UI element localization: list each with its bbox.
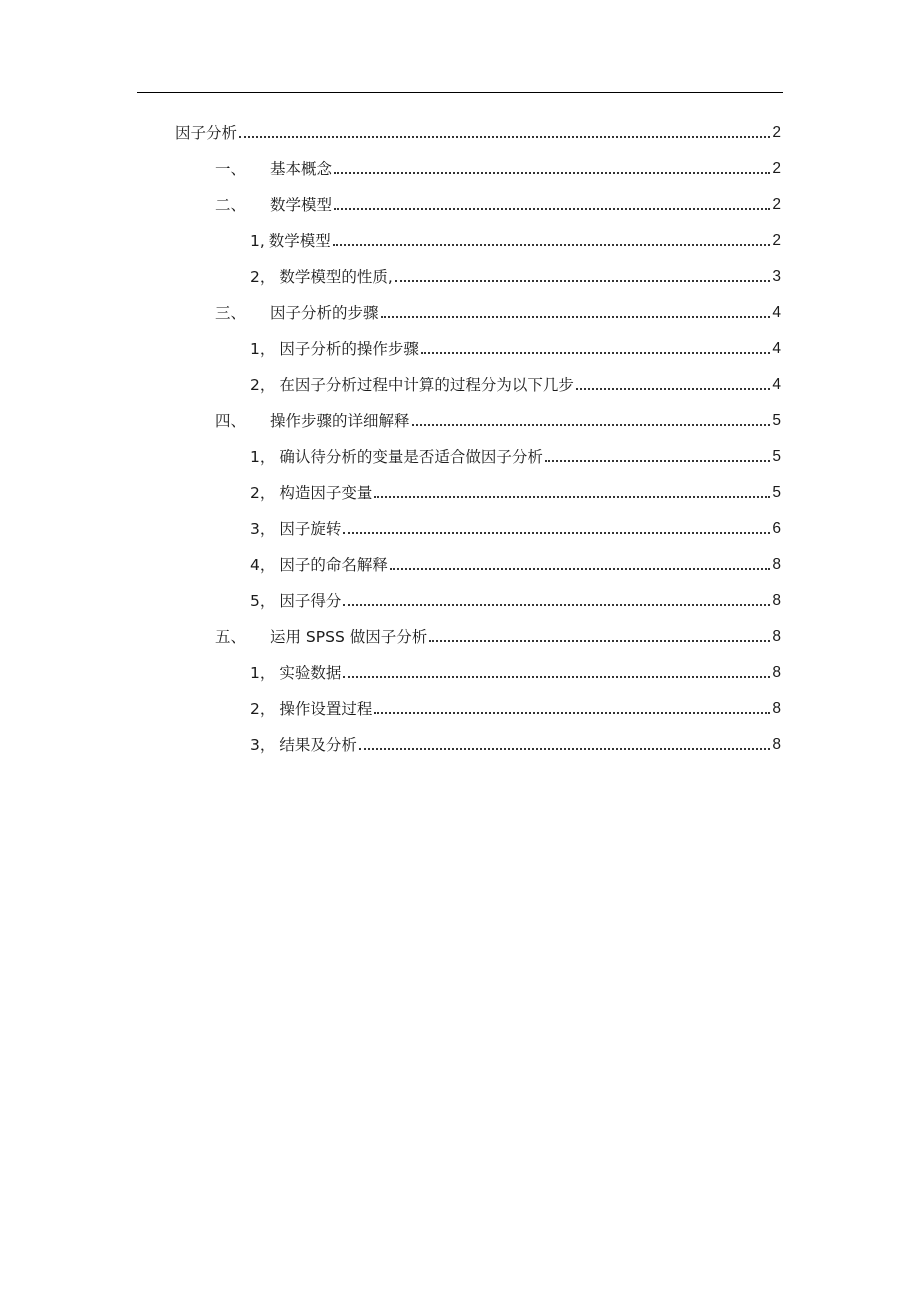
toc-entry-factor-scores[interactable] — [250, 581, 781, 611]
toc-dot-leader — [429, 640, 770, 642]
toc-entry-factor-naming[interactable] — [250, 545, 781, 575]
toc-entry-page: 3 — [772, 268, 781, 285]
toc-entry-factor-rotation[interactable] — [250, 509, 781, 539]
toc-dot-leader — [334, 172, 770, 174]
toc-dot-leader — [545, 460, 770, 462]
toc-entry-page: 8 — [772, 592, 781, 609]
toc-entry-spss-analysis[interactable] — [215, 617, 781, 647]
toc-entry-page: 5 — [772, 448, 781, 465]
toc-dot-leader — [359, 748, 770, 750]
toc-dot-leader — [333, 244, 771, 246]
toc-entry-page: 2 — [772, 196, 781, 213]
toc-entry-number: 3， — [250, 520, 276, 538]
toc-entry-page: 5 — [772, 412, 781, 429]
toc-entry-page: 4 — [772, 304, 781, 321]
toc-entry-number: 3， — [250, 736, 276, 754]
toc-entry-construct-factors[interactable] — [250, 473, 781, 503]
toc-entry-title: 操作设置过程 — [279, 700, 373, 718]
toc-entry-number: 二、 — [215, 196, 247, 214]
toc-entry-factor-analysis[interactable] — [175, 113, 781, 143]
toc-entry-page: 4 — [772, 376, 781, 393]
toc-entry-title: 数学模型 — [268, 232, 331, 250]
toc-entry-title: 结果及分析 — [279, 736, 357, 754]
toc-entry-number: 一、 — [215, 160, 247, 178]
toc-entry-number: 5， — [250, 592, 276, 610]
toc-dot-leader — [343, 532, 770, 534]
toc-entry-title: 数学模型 — [270, 196, 333, 214]
toc-entry-math-model-sub[interactable] — [250, 221, 781, 251]
toc-entry-number: 2， — [250, 484, 276, 502]
toc-dot-leader — [343, 604, 770, 606]
toc-entry-page: 2 — [772, 124, 781, 141]
toc-entry-title: 确认待分析的变量是否适合做因子分析 — [279, 448, 543, 466]
toc-entry-computation-steps[interactable] — [250, 365, 781, 395]
toc-entry-detailed-explanation[interactable] — [215, 401, 781, 431]
toc-entry-title: 构造因子变量 — [279, 484, 373, 502]
toc-dot-leader — [374, 496, 770, 498]
toc-dot-leader — [343, 676, 770, 678]
toc-entry-title: 因子旋转 — [279, 520, 342, 538]
toc-entry-page: 2 — [772, 160, 781, 177]
toc-entry-number: 1， — [250, 664, 276, 682]
toc-entry-suitability-check[interactable] — [250, 437, 781, 467]
toc-entry-number: 4， — [250, 556, 276, 574]
toc-entry-page: 8 — [772, 736, 781, 753]
toc-entry-page: 4 — [772, 340, 781, 357]
toc-dot-leader — [421, 352, 770, 354]
toc-entry-page: 5 — [772, 484, 781, 501]
toc-dot-leader — [395, 280, 771, 282]
toc-entry-page: 8 — [772, 664, 781, 681]
toc-entry-analysis-steps[interactable] — [215, 293, 781, 323]
toc-dot-leader — [334, 208, 770, 210]
toc-dot-leader — [381, 316, 771, 318]
toc-entry-experiment-data[interactable] — [250, 653, 781, 683]
toc-entry-page: 8 — [772, 556, 781, 573]
toc-entry-title: 实验数据 — [279, 664, 342, 682]
toc-entry-title: 操作步骤的详细解释 — [270, 412, 410, 430]
toc-entry-number: 2， — [250, 376, 276, 394]
toc-entry-number: 四、 — [215, 412, 247, 430]
toc-entry-number: 1， — [250, 340, 276, 358]
toc-entry-title: 因子分析的操作步骤 — [279, 340, 419, 358]
toc-dot-leader — [390, 568, 770, 570]
toc-entry-math-model[interactable] — [215, 185, 781, 215]
toc-entry-page: 8 — [772, 628, 781, 645]
toc-entry-title: 因子得分 — [279, 592, 342, 610]
toc-entry-number: 1, — [250, 232, 265, 250]
toc-entry-title: 数学模型的性质, — [279, 268, 393, 286]
toc-entry-title: 运用 SPSS 做因子分析 — [270, 628, 428, 646]
toc-entry-number: 五、 — [215, 628, 247, 646]
toc-dot-leader — [576, 388, 770, 390]
toc-entry-title: 因子分析 — [175, 124, 238, 142]
toc-entry-number: 1， — [250, 448, 276, 466]
toc-entry-page: 6 — [772, 520, 781, 537]
toc-entry-results-analysis[interactable] — [250, 725, 781, 755]
toc-entry-page: 2 — [772, 232, 781, 249]
toc-entry-settings-process[interactable] — [250, 689, 781, 719]
toc-entry-number: 2， — [250, 700, 276, 718]
toc-entry-operation-steps[interactable] — [250, 329, 781, 359]
toc-entry-title: 因子的命名解释 — [279, 556, 388, 574]
toc-entry-title: 在因子分析过程中计算的过程分为以下几步 — [279, 376, 574, 394]
toc-entry-title: 基本概念 — [270, 160, 333, 178]
toc-dot-leader — [374, 712, 770, 714]
toc-dot-leader — [412, 424, 771, 426]
toc-dot-leader — [239, 136, 770, 138]
header-rule — [137, 92, 783, 93]
toc-entry-page: 8 — [772, 700, 781, 717]
toc-entry-title: 因子分析的步骤 — [270, 304, 379, 322]
toc-entry-model-properties[interactable] — [250, 257, 781, 287]
toc-entry-number: 三、 — [215, 304, 247, 322]
toc-entry-basic-concepts[interactable] — [215, 149, 781, 179]
toc-entry-number: 2， — [250, 268, 276, 286]
